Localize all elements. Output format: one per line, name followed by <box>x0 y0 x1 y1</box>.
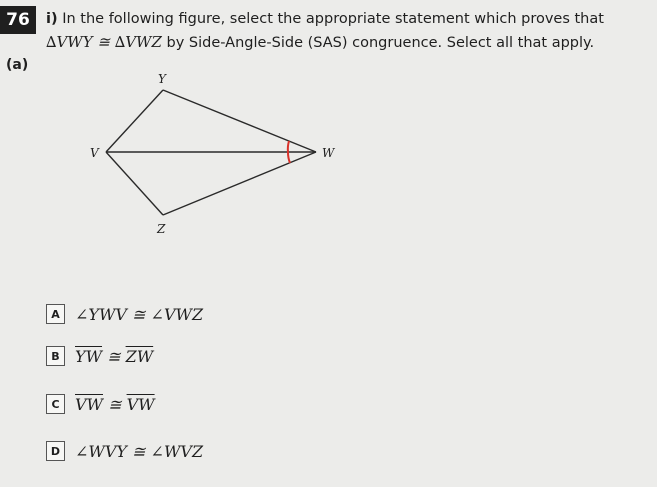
question-number: 76 <box>0 6 36 34</box>
option-c-text <box>75 395 155 414</box>
segment-vw-label-right: $\overline{VW}$ <box>126 394 155 414</box>
congruent-symbol: ≅ <box>102 346 126 366</box>
option-c[interactable] <box>46 393 155 415</box>
prompt-text-2: by Side-Angle-Side (SAS) congruence. Select all that apply. <box>166 35 595 51</box>
option-b-text <box>75 347 153 366</box>
sub-question-label: (a) <box>6 57 29 73</box>
option-b[interactable] <box>46 345 153 367</box>
segment-vz <box>106 152 163 215</box>
vertex-label-v: V <box>90 146 99 160</box>
angle-mark-vwz <box>288 152 290 163</box>
option-c-letter[interactable]: C <box>46 394 65 414</box>
vertex-label-w: W <box>322 146 335 160</box>
option-a-text: ∠YWV ≅ ∠VWZ <box>75 304 204 324</box>
option-a-letter[interactable]: A <box>46 304 65 324</box>
segment-zw <box>163 152 316 215</box>
angle-mark-ywv <box>288 141 289 152</box>
segment-vy <box>106 90 163 152</box>
option-b-letter[interactable]: B <box>46 346 65 366</box>
prompt-text-1: In the following figure, select the appropriate statement which proves that <box>62 11 604 27</box>
congruent-symbol: ≅ <box>103 394 127 414</box>
option-d[interactable] <box>46 440 203 462</box>
segment-yw <box>163 90 316 152</box>
segment-zw-label: $\overline{ZW}$ <box>125 346 154 366</box>
option-a[interactable] <box>46 303 203 325</box>
congruence-statement: ∆VWY ≅ ∆VWZ <box>46 33 162 51</box>
option-d-letter[interactable]: D <box>46 441 65 461</box>
option-d-text: ∠WVY ≅ ∠WVZ <box>75 441 204 461</box>
vertex-label-z: Z <box>157 222 166 236</box>
vertex-label-y: Y <box>158 72 166 86</box>
part-label: i) <box>46 11 58 27</box>
segment-vw-label-left: $\overline{VW}$ <box>75 394 103 414</box>
segment-yw-label: $\overline{YW}$ <box>75 346 103 366</box>
